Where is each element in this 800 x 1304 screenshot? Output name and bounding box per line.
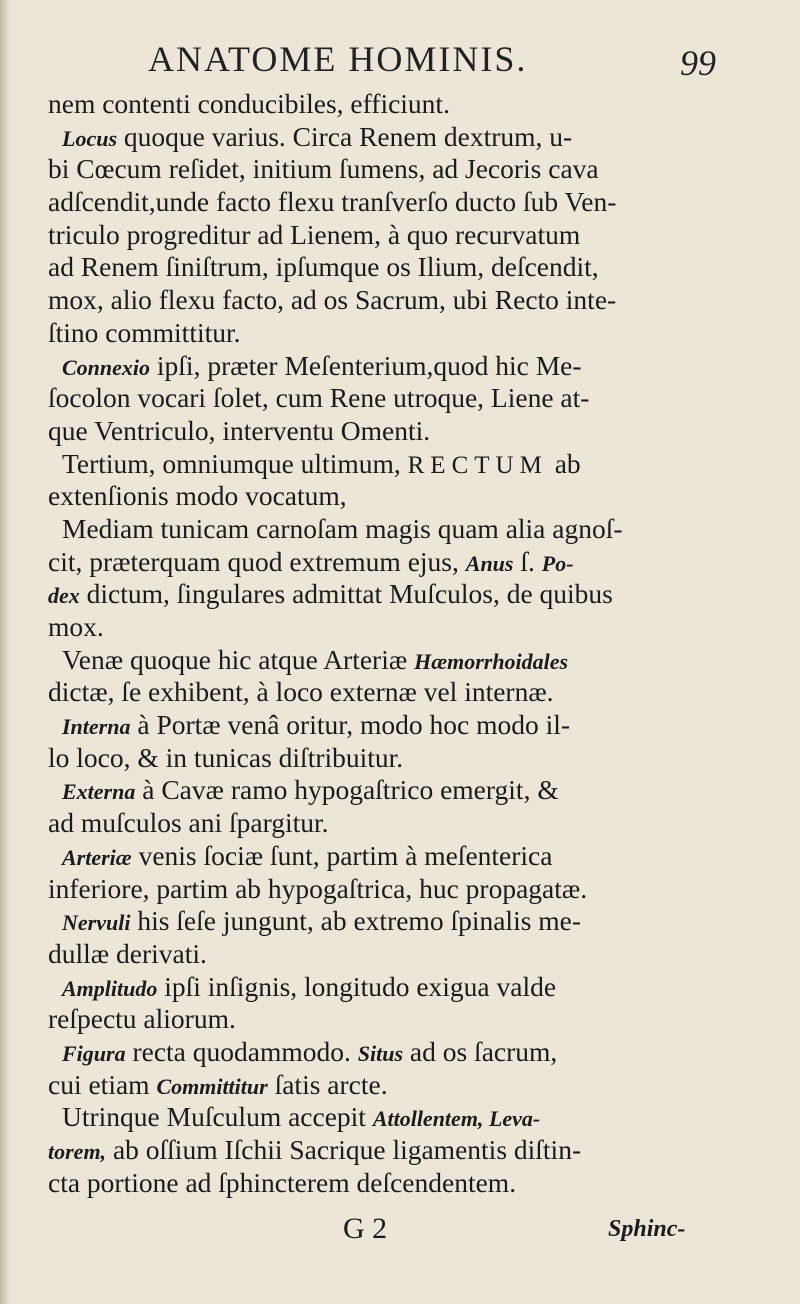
text-line xyxy=(48,1069,724,1102)
running-head: ANATOME HOMINIS. xyxy=(148,39,528,79)
text: ab xyxy=(547,447,581,479)
text-line xyxy=(48,284,724,317)
text: ſocolon vocari ſolet, cum Rene utroque, Liene at- xyxy=(48,382,590,414)
catchword: Sphinc- xyxy=(608,1216,686,1242)
text: venis ſociæ ſunt, partim à meſenterica xyxy=(131,839,553,871)
text-line xyxy=(48,88,724,121)
italic-term: Connexio xyxy=(62,354,151,380)
italic-term: Arteriæ xyxy=(62,844,132,870)
text: dictum, ſingulares admittat Muſculos, de quibus xyxy=(79,578,613,610)
text-line xyxy=(48,382,724,415)
text: dullæ derivati. xyxy=(48,937,207,969)
text: Utrinque Muſculum accepit xyxy=(62,1101,373,1133)
signature-mark: G 2 xyxy=(343,1212,388,1245)
text: ad muſculos ani ſpargitur. xyxy=(48,807,329,839)
text: reſpectu aliorum. xyxy=(48,1003,236,1035)
text-line xyxy=(48,971,724,1004)
italic-term: Externa xyxy=(62,779,136,805)
italic-term: Nervuli xyxy=(62,910,131,936)
text: bi Cœcum reſidet, initium ſumens, ad Jecoris cava xyxy=(48,153,599,185)
text: recta quodammodo. xyxy=(125,1035,358,1067)
page-footer xyxy=(0,1212,800,1252)
text-line xyxy=(48,153,724,186)
text: ad os ſacrum, xyxy=(403,1035,558,1067)
text-line xyxy=(48,676,724,709)
text: his ſeſe jungunt, ab extremo ſpinalis me- xyxy=(130,905,582,937)
text: ſatis arcte. xyxy=(267,1068,388,1100)
text: Tertium, omniumque ultimum, xyxy=(62,447,408,479)
italic-term: dex xyxy=(48,583,80,609)
italic-term: Attollentem, xyxy=(372,1106,484,1132)
page-number: 99 xyxy=(680,43,716,83)
text: cta portione ad ſphincterem deſcendentem. xyxy=(48,1166,517,1198)
text-line xyxy=(48,317,724,350)
text-line xyxy=(48,546,724,579)
text-line xyxy=(48,774,724,807)
text-line xyxy=(48,611,724,644)
text: à Cavæ ramo hypogaſtrico emergit, & xyxy=(135,774,559,806)
italic-term: torem, xyxy=(48,1139,107,1164)
italic-term: Hæmorrhoidales xyxy=(414,648,569,674)
text-line xyxy=(48,1003,724,1036)
italic-term: Amplitudo xyxy=(62,975,158,1001)
italic-term: Po- xyxy=(541,550,574,576)
text: ab oſſium Iſchii Sacrique ligamentis diſtin- xyxy=(106,1134,582,1165)
small-caps-term: RECTUM xyxy=(407,451,548,479)
text: Venæ quoque hic atque Arteriæ xyxy=(62,643,415,675)
italic-term: Anus xyxy=(465,550,514,576)
italic-term: Locus xyxy=(62,125,117,151)
text: triculo progreditur ad Lienem, à quo recurvatum xyxy=(48,218,581,250)
text-line xyxy=(48,1101,724,1134)
italic-term: Situs xyxy=(357,1040,404,1066)
italic-term: Figura xyxy=(62,1040,126,1066)
text: dictæ, ſe exhibent, à loco externæ vel internæ. xyxy=(48,676,554,708)
italic-term: Interna xyxy=(62,714,131,740)
text-line xyxy=(48,186,724,219)
page-header xyxy=(0,38,800,90)
text-line xyxy=(48,644,724,677)
text: à Portæ venâ oritur, modo hoc modo il- xyxy=(130,709,571,741)
text-line xyxy=(48,1167,724,1200)
text: Mediam tunicam carnoſam magis quam alia agnoſ- xyxy=(62,512,623,544)
text-line xyxy=(48,938,724,971)
italic-term: Leva- xyxy=(483,1106,541,1132)
text-line xyxy=(48,873,724,906)
text-line xyxy=(48,578,724,611)
text: ad Renem ſiniſtrum, ipſumque os Ilium, deſcendit, xyxy=(48,251,599,283)
text-line xyxy=(48,709,724,742)
text: adſcendit,unde facto flexu tranſverſo ducto ſub Ven- xyxy=(48,186,617,218)
text-line xyxy=(48,513,724,546)
text: cui etiam xyxy=(48,1068,157,1100)
page-gutter-shadow xyxy=(0,0,10,1304)
text: ſtino committitur. xyxy=(48,316,241,348)
text-line xyxy=(48,415,724,448)
text-line xyxy=(48,480,724,513)
text: ſ. xyxy=(513,545,542,577)
italic-term: Committitur xyxy=(156,1073,268,1099)
text-line xyxy=(48,448,724,481)
text-line xyxy=(48,1036,724,1069)
text: cit, præterquam quod extremum ejus, xyxy=(48,545,466,577)
text-line xyxy=(48,807,724,840)
text-line xyxy=(48,350,724,383)
text-line xyxy=(48,1134,724,1167)
body-text xyxy=(48,88,724,1199)
text-line xyxy=(48,840,724,873)
text-line xyxy=(48,905,724,938)
text-line xyxy=(48,251,724,284)
text: mox, alio flexu facto, ad os Sacrum, ubi Recto inte- xyxy=(48,284,617,316)
text-line xyxy=(48,121,724,154)
text: nem contenti conducibiles, efficiunt. xyxy=(48,88,450,119)
text: que Ventriculo, interventu Omenti. xyxy=(48,414,431,446)
text: quoque varius. Circa Renem dextrum, u- xyxy=(117,120,573,152)
text: inferiore, partim ab hypogaſtrica, huc propagatæ. xyxy=(48,872,588,904)
text: lo loco, & in tunicas diſtribuitur. xyxy=(48,741,404,773)
text: mox. xyxy=(48,611,104,642)
text: extenſionis modo vocatum, xyxy=(48,480,347,512)
text-line xyxy=(48,219,724,252)
text: ipſi inſignis, longitudo exigua valde xyxy=(157,970,557,1002)
text-line xyxy=(48,742,724,775)
text: ipſi, præter Meſenterium,quod hic Me- xyxy=(150,349,582,381)
